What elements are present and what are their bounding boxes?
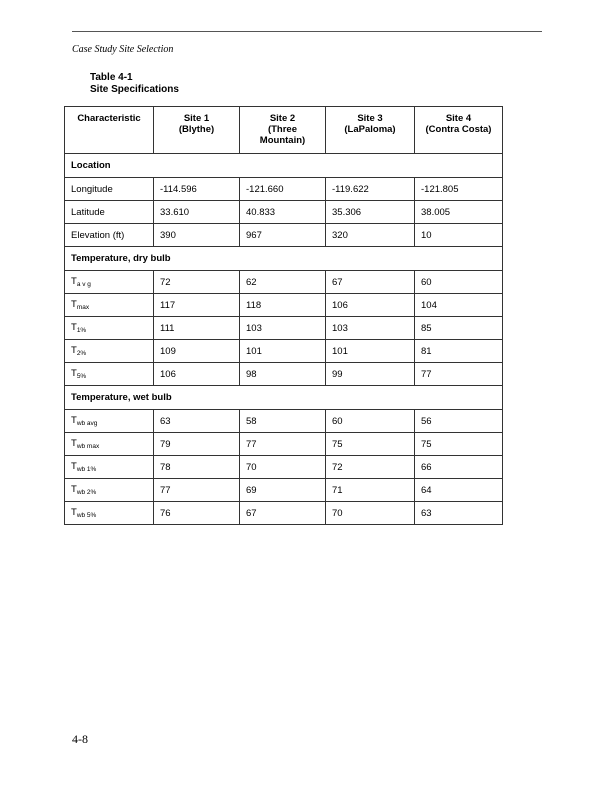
row-label [65, 363, 154, 386]
row-label [65, 410, 154, 433]
row-label-subscript: a v g [76, 281, 91, 288]
row-label [65, 479, 154, 502]
header-line: (Blythe) [178, 124, 215, 135]
section-row [65, 386, 503, 410]
cell-value: 98 [240, 363, 326, 386]
header-line: Site 1 [183, 113, 210, 124]
cell-value: 67 [240, 502, 326, 525]
cell-value: -121.805 [415, 178, 503, 201]
cell-value: 64 [415, 479, 503, 502]
cell-value: 40.833 [240, 201, 326, 224]
row-label-text: T [71, 276, 77, 287]
cell-value: 66 [415, 456, 503, 479]
cell-value: 78 [154, 456, 240, 479]
cell-value: 76 [154, 502, 240, 525]
cell-value: 77 [415, 363, 503, 386]
table-title: Site Specifications [90, 84, 179, 95]
row-label-subscript: wb max [76, 443, 100, 450]
cell-value: 56 [415, 410, 503, 433]
cell-value: 10 [415, 224, 503, 247]
cell-value: 117 [154, 294, 240, 317]
cell-value: 60 [415, 271, 503, 294]
table-row [65, 410, 503, 433]
table-number: Table 4-1 [90, 72, 133, 83]
cell-value: 320 [326, 224, 415, 247]
cell-value: 62 [240, 271, 326, 294]
cell-value: 77 [240, 433, 326, 456]
cell-value: 103 [240, 317, 326, 340]
row-label [65, 317, 154, 340]
cell-value: 85 [415, 317, 503, 340]
table-row [65, 294, 503, 317]
cell-value: 35.306 [326, 201, 415, 224]
cell-value: 390 [154, 224, 240, 247]
column-header-site-2 [240, 107, 326, 154]
site-specifications-table [64, 106, 503, 525]
table-row [65, 502, 503, 525]
table-row [65, 340, 503, 363]
cell-value: 33.610 [154, 201, 240, 224]
row-label [65, 433, 154, 456]
row-label-text: T [71, 322, 77, 333]
header-line: Characteristic [77, 113, 141, 124]
section-title: Temperature, wet bulb [65, 386, 503, 410]
row-label-subscript: 5% [76, 373, 87, 380]
cell-value: 60 [326, 410, 415, 433]
row-label [65, 294, 154, 317]
header-line: Mountain) [259, 135, 306, 146]
cell-value: 79 [154, 433, 240, 456]
section-title: Temperature, dry bulb [65, 247, 503, 271]
table-row [65, 317, 503, 340]
column-header-characteristic [65, 107, 154, 154]
table-body [65, 154, 503, 525]
cell-value: 99 [326, 363, 415, 386]
cell-value: 106 [154, 363, 240, 386]
cell-value: 63 [415, 502, 503, 525]
cell-value: 63 [154, 410, 240, 433]
column-header-site-3 [326, 107, 415, 154]
cell-value: 101 [240, 340, 326, 363]
row-label-subscript: max [76, 304, 90, 311]
row-label-text: Longitude [71, 183, 113, 195]
row-label [65, 456, 154, 479]
cell-value: 109 [154, 340, 240, 363]
cell-value: 103 [326, 317, 415, 340]
row-label [65, 178, 154, 201]
page-number: 4-8 [72, 732, 88, 746]
cell-value: 75 [415, 433, 503, 456]
row-label [65, 502, 154, 525]
row-label-subscript: wb 2% [76, 489, 97, 496]
row-label [65, 224, 154, 247]
cell-value: 72 [154, 271, 240, 294]
section-row [65, 247, 503, 271]
row-label-text: T [71, 345, 77, 356]
cell-value: 71 [326, 479, 415, 502]
cell-value: 111 [154, 317, 240, 340]
table-row [65, 456, 503, 479]
cell-value: 69 [240, 479, 326, 502]
section-row [65, 154, 503, 178]
table-row [65, 433, 503, 456]
table-row [65, 178, 503, 201]
header-rule [72, 31, 542, 32]
cell-value: 72 [326, 456, 415, 479]
table-row [65, 224, 503, 247]
row-label [65, 271, 154, 294]
row-label-text: Elevation (ft) [71, 229, 125, 241]
row-label-subscript: 2% [76, 350, 87, 357]
row-label-text: T [71, 368, 77, 379]
header-line: (Three [267, 124, 298, 135]
cell-value: 77 [154, 479, 240, 502]
row-label-text: T [71, 299, 77, 310]
row-label-subscript: wb 1% [76, 466, 97, 473]
row-label-subscript: wb avg [76, 420, 98, 427]
row-label-text: T [71, 438, 77, 449]
cell-value: 58 [240, 410, 326, 433]
cell-value: 106 [326, 294, 415, 317]
row-label-text: T [71, 461, 77, 472]
cell-value: 67 [326, 271, 415, 294]
table-row [65, 479, 503, 502]
table-row [65, 201, 503, 224]
table-row [65, 363, 503, 386]
row-label [65, 340, 154, 363]
cell-value: 70 [326, 502, 415, 525]
row-label-text: T [71, 415, 77, 426]
header-line: (LaPaloma) [344, 124, 396, 135]
row-label [65, 201, 154, 224]
cell-value: 38.005 [415, 201, 503, 224]
cell-value: 70 [240, 456, 326, 479]
row-label-subscript: wb 5% [76, 512, 97, 519]
header-line: Site 4 [445, 113, 472, 124]
column-header-site-1 [154, 107, 240, 154]
cell-value: 101 [326, 340, 415, 363]
table-caption [90, 72, 179, 96]
header-line: Site 2 [269, 113, 296, 124]
cell-value: 104 [415, 294, 503, 317]
section-title: Location [65, 154, 503, 178]
cell-value: -119.622 [326, 178, 415, 201]
row-label-text: T [71, 484, 77, 495]
table-header-row [65, 107, 503, 154]
column-header-site-4 [415, 107, 503, 154]
row-label-text: T [71, 507, 77, 518]
cell-value: -121.660 [240, 178, 326, 201]
running-header: Case Study Site Selection [72, 44, 174, 55]
cell-value: 81 [415, 340, 503, 363]
header-line: Site 3 [357, 113, 383, 124]
cell-value: 967 [240, 224, 326, 247]
row-label-subscript: 1% [76, 327, 87, 334]
cell-value: 118 [240, 294, 326, 317]
header-line: (Contra Costa) [425, 124, 492, 135]
row-label-text: Latitude [71, 206, 105, 218]
cell-value: -114.596 [154, 178, 240, 201]
table-row [65, 271, 503, 294]
cell-value: 75 [326, 433, 415, 456]
